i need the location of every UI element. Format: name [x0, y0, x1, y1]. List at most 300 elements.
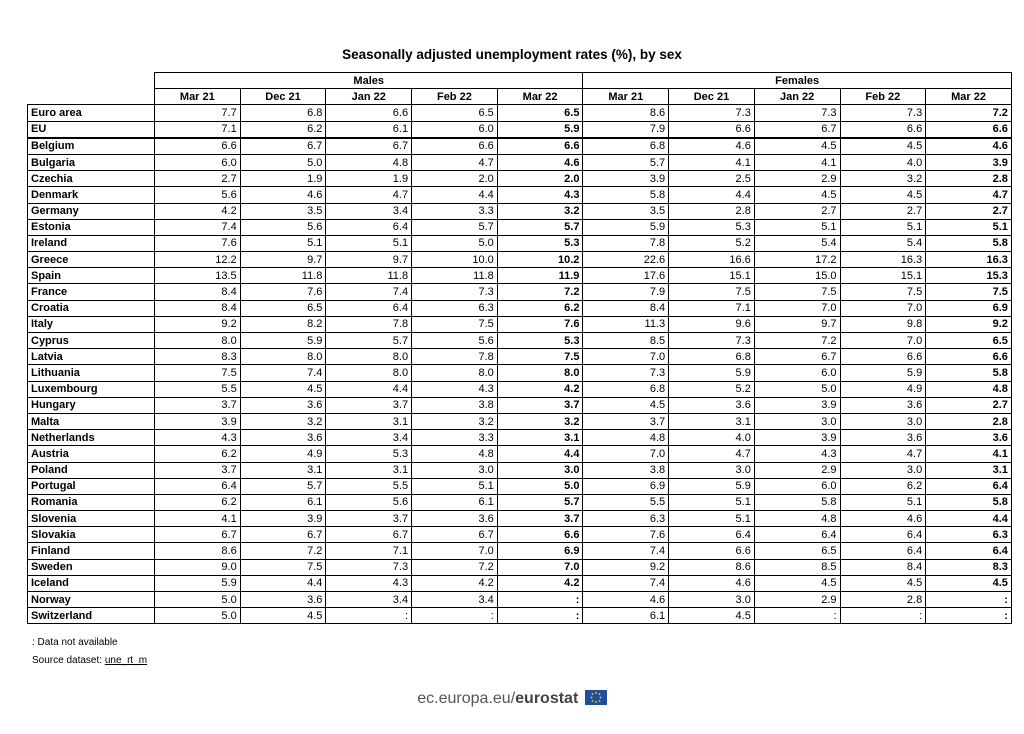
value-cell: 6.3: [926, 527, 1012, 543]
value-cell: 7.5: [240, 559, 326, 575]
value-cell: 3.6: [240, 397, 326, 413]
value-cell: 5.6: [240, 219, 326, 235]
month-header-males-2: Dec 21: [240, 89, 326, 105]
value-cell: 4.6: [840, 511, 926, 527]
table-row: [28, 219, 1012, 235]
value-cell: 2.8: [840, 592, 926, 608]
value-cell: 7.5: [926, 284, 1012, 300]
value-cell: 5.7: [412, 219, 498, 235]
value-cell: 4.6: [669, 138, 755, 155]
value-cell: 4.8: [583, 430, 669, 446]
value-cell: 7.5: [840, 284, 926, 300]
table-title: Seasonally adjusted unemployment rates (%), by sex: [342, 47, 682, 62]
country-cell: Austria: [28, 446, 155, 462]
value-cell: 4.7: [840, 446, 926, 462]
value-cell: 5.8: [926, 365, 1012, 381]
value-cell: 2.7: [926, 203, 1012, 219]
value-cell: 6.7: [326, 138, 412, 155]
month-header-females-2: Dec 21: [669, 89, 755, 105]
value-cell: 5.0: [412, 235, 498, 251]
country-cell: Cyprus: [28, 333, 155, 349]
value-cell: 7.0: [840, 300, 926, 316]
value-cell: 3.9: [583, 171, 669, 187]
value-cell: 6.8: [583, 381, 669, 397]
value-cell: 7.3: [754, 105, 840, 121]
value-cell: 4.0: [840, 154, 926, 170]
value-cell: 6.7: [412, 527, 498, 543]
country-cell: EU: [28, 121, 155, 138]
value-cell: 5.8: [754, 494, 840, 510]
country-cell: Iceland: [28, 575, 155, 591]
value-cell: 4.4: [240, 575, 326, 591]
value-cell: 3.3: [412, 203, 498, 219]
table-row: [28, 203, 1012, 219]
table-notes: [32, 634, 147, 670]
country-cell: Romania: [28, 494, 155, 510]
table-row: [28, 397, 1012, 413]
not-available-note: : Data not available: [32, 637, 118, 648]
value-cell: 5.8: [926, 494, 1012, 510]
value-cell: 6.6: [155, 138, 241, 155]
value-cell: 7.1: [326, 543, 412, 559]
country-cell: Luxembourg: [28, 381, 155, 397]
value-cell: 5.9: [583, 219, 669, 235]
value-cell: 6.4: [155, 478, 241, 494]
country-cell: Belgium: [28, 138, 155, 155]
month-header-row: [28, 89, 1012, 105]
value-cell: 6.2: [155, 494, 241, 510]
country-cell: Norway: [28, 592, 155, 608]
value-cell: 7.2: [754, 333, 840, 349]
value-cell: 9.6: [669, 316, 755, 332]
value-cell: 16.3: [926, 252, 1012, 268]
table-row: [28, 300, 1012, 316]
value-cell: 4.7: [669, 446, 755, 462]
value-cell: 6.6: [669, 121, 755, 138]
value-cell: 9.2: [583, 559, 669, 575]
value-cell: 5.7: [240, 478, 326, 494]
value-cell: 3.7: [583, 413, 669, 429]
value-cell: 4.1: [155, 511, 241, 527]
value-cell: 6.2: [497, 300, 583, 316]
value-cell: 15.0: [754, 268, 840, 284]
value-cell: 3.8: [583, 462, 669, 478]
value-cell: 4.5: [669, 608, 755, 624]
country-cell: Euro area: [28, 105, 155, 121]
value-cell: 6.0: [155, 154, 241, 170]
value-cell: 8.0: [412, 365, 498, 381]
value-cell: :: [497, 592, 583, 608]
month-header-females-5: Mar 22: [926, 89, 1012, 105]
table-row: [28, 413, 1012, 429]
country-cell: Latvia: [28, 349, 155, 365]
value-cell: 8.5: [754, 559, 840, 575]
value-cell: 2.8: [926, 413, 1012, 429]
value-cell: 9.7: [240, 252, 326, 268]
value-cell: 8.3: [155, 349, 241, 365]
value-cell: :: [840, 608, 926, 624]
value-cell: 3.6: [240, 430, 326, 446]
value-cell: 3.2: [497, 413, 583, 429]
value-cell: 4.2: [497, 381, 583, 397]
value-cell: 4.4: [669, 187, 755, 203]
value-cell: 2.8: [926, 171, 1012, 187]
value-cell: 3.6: [840, 430, 926, 446]
table-row: [28, 171, 1012, 187]
value-cell: 3.5: [240, 203, 326, 219]
value-cell: 8.4: [840, 559, 926, 575]
value-cell: 16.6: [669, 252, 755, 268]
value-cell: 4.6: [926, 138, 1012, 155]
value-cell: 2.8: [669, 203, 755, 219]
country-cell: France: [28, 284, 155, 300]
value-cell: 3.0: [840, 413, 926, 429]
value-cell: 4.3: [754, 446, 840, 462]
value-cell: 4.5: [240, 381, 326, 397]
value-cell: 5.0: [754, 381, 840, 397]
value-cell: 5.6: [412, 333, 498, 349]
group-header-row: [28, 73, 1012, 89]
value-cell: 6.4: [326, 219, 412, 235]
month-header-males-1: Mar 21: [155, 89, 241, 105]
value-cell: 6.0: [412, 121, 498, 138]
country-cell: Germany: [28, 203, 155, 219]
value-cell: 4.3: [412, 381, 498, 397]
eurostat-footer: [0, 690, 1024, 708]
month-header-males-5: Mar 22: [497, 89, 583, 105]
value-cell: 5.9: [240, 333, 326, 349]
table-row: [28, 527, 1012, 543]
value-cell: 3.0: [840, 462, 926, 478]
value-cell: 6.2: [840, 478, 926, 494]
value-cell: 6.6: [840, 121, 926, 138]
country-cell: Lithuania: [28, 365, 155, 381]
value-cell: 4.3: [155, 430, 241, 446]
value-cell: 7.5: [754, 284, 840, 300]
value-cell: 7.2: [412, 559, 498, 575]
value-cell: 2.7: [754, 203, 840, 219]
value-cell: 4.7: [326, 187, 412, 203]
value-cell: 3.0: [412, 462, 498, 478]
value-cell: 5.1: [840, 219, 926, 235]
value-cell: 3.2: [497, 203, 583, 219]
country-cell: Hungary: [28, 397, 155, 413]
value-cell: 6.3: [412, 300, 498, 316]
value-cell: 6.5: [412, 105, 498, 121]
table-row: [28, 333, 1012, 349]
value-cell: 6.0: [754, 478, 840, 494]
value-cell: 7.3: [840, 105, 926, 121]
source-line: [32, 652, 147, 670]
value-cell: 3.5: [583, 203, 669, 219]
value-cell: 11.3: [583, 316, 669, 332]
value-cell: 6.6: [840, 349, 926, 365]
value-cell: 8.0: [155, 333, 241, 349]
value-cell: 6.5: [754, 543, 840, 559]
value-cell: 3.9: [754, 397, 840, 413]
value-cell: 3.7: [155, 397, 241, 413]
value-cell: 7.3: [412, 284, 498, 300]
value-cell: 6.9: [583, 478, 669, 494]
value-cell: 7.5: [497, 349, 583, 365]
country-cell: Malta: [28, 413, 155, 429]
value-cell: 4.4: [412, 187, 498, 203]
value-cell: 5.1: [240, 235, 326, 251]
table-row: [28, 446, 1012, 462]
value-cell: 5.6: [155, 187, 241, 203]
value-cell: 4.1: [669, 154, 755, 170]
country-cell: Finland: [28, 543, 155, 559]
value-cell: 6.2: [155, 446, 241, 462]
country-cell: Croatia: [28, 300, 155, 316]
value-cell: 5.5: [326, 478, 412, 494]
value-cell: 7.5: [155, 365, 241, 381]
value-cell: 6.8: [240, 105, 326, 121]
value-cell: 1.9: [326, 171, 412, 187]
value-cell: 6.1: [326, 121, 412, 138]
value-cell: 3.7: [497, 511, 583, 527]
value-cell: 7.0: [583, 446, 669, 462]
value-cell: 2.9: [754, 592, 840, 608]
value-cell: 5.9: [497, 121, 583, 138]
value-cell: 7.8: [412, 349, 498, 365]
value-cell: 11.8: [326, 268, 412, 284]
value-cell: 6.7: [240, 527, 326, 543]
table-row: [28, 105, 1012, 121]
value-cell: 16.3: [840, 252, 926, 268]
value-cell: 15.1: [840, 268, 926, 284]
value-cell: 3.2: [240, 413, 326, 429]
value-cell: 6.6: [926, 349, 1012, 365]
value-cell: 4.8: [326, 154, 412, 170]
value-cell: 5.3: [497, 235, 583, 251]
value-cell: 15.1: [669, 268, 755, 284]
value-cell: 5.1: [754, 219, 840, 235]
value-cell: 4.9: [840, 381, 926, 397]
table-row: [28, 608, 1012, 624]
value-cell: 7.5: [412, 316, 498, 332]
value-cell: 7.7: [155, 105, 241, 121]
value-cell: 8.4: [155, 300, 241, 316]
females-group-header: Females: [583, 73, 1011, 89]
value-cell: 7.6: [497, 316, 583, 332]
value-cell: 6.4: [926, 478, 1012, 494]
value-cell: 6.8: [583, 138, 669, 155]
value-cell: 4.6: [669, 575, 755, 591]
country-cell: Spain: [28, 268, 155, 284]
table-row: [28, 154, 1012, 170]
value-cell: 5.1: [412, 478, 498, 494]
country-cell: Poland: [28, 462, 155, 478]
source-dataset-link[interactable]: une_rt_m: [104, 655, 148, 666]
value-cell: 2.7: [155, 171, 241, 187]
country-cell: Bulgaria: [28, 154, 155, 170]
value-cell: 8.2: [240, 316, 326, 332]
value-cell: 4.5: [840, 575, 926, 591]
value-cell: 5.5: [155, 381, 241, 397]
value-cell: 4.2: [155, 203, 241, 219]
value-cell: 7.3: [326, 559, 412, 575]
value-cell: 5.7: [326, 333, 412, 349]
table-row: [28, 592, 1012, 608]
value-cell: 3.0: [754, 413, 840, 429]
value-cell: :: [926, 608, 1012, 624]
value-cell: 7.8: [326, 316, 412, 332]
country-cell: Sweden: [28, 559, 155, 575]
value-cell: 6.4: [669, 527, 755, 543]
value-cell: 3.6: [926, 430, 1012, 446]
footer-domain: ec.europa.eu/: [417, 690, 516, 707]
value-cell: 5.9: [840, 365, 926, 381]
value-cell: 9.7: [754, 316, 840, 332]
value-cell: 3.7: [497, 397, 583, 413]
value-cell: 7.0: [754, 300, 840, 316]
value-cell: 5.1: [840, 494, 926, 510]
country-cell: Netherlands: [28, 430, 155, 446]
value-cell: 5.2: [669, 381, 755, 397]
value-cell: 7.2: [926, 105, 1012, 121]
value-cell: 5.0: [497, 478, 583, 494]
value-cell: :: [754, 608, 840, 624]
value-cell: 7.0: [840, 333, 926, 349]
value-cell: 5.1: [669, 511, 755, 527]
value-cell: 3.1: [669, 413, 755, 429]
table-row: [28, 559, 1012, 575]
value-cell: 5.3: [669, 219, 755, 235]
value-cell: 5.8: [926, 235, 1012, 251]
value-cell: 6.6: [326, 105, 412, 121]
value-cell: 4.1: [754, 154, 840, 170]
value-cell: 3.0: [497, 462, 583, 478]
value-cell: 4.5: [926, 575, 1012, 591]
value-cell: 5.5: [583, 494, 669, 510]
value-cell: 6.5: [926, 333, 1012, 349]
country-cell: Greece: [28, 252, 155, 268]
value-cell: 3.0: [669, 592, 755, 608]
value-cell: 6.5: [240, 300, 326, 316]
value-cell: 17.2: [754, 252, 840, 268]
value-cell: 8.6: [155, 543, 241, 559]
value-cell: 8.0: [497, 365, 583, 381]
country-cell: Estonia: [28, 219, 155, 235]
value-cell: 5.6: [326, 494, 412, 510]
value-cell: 6.9: [497, 543, 583, 559]
value-cell: 15.3: [926, 268, 1012, 284]
value-cell: 3.9: [754, 430, 840, 446]
value-cell: 9.2: [926, 316, 1012, 332]
value-cell: 6.4: [926, 543, 1012, 559]
value-cell: 5.1: [926, 219, 1012, 235]
table-row: [28, 138, 1012, 155]
value-cell: 6.9: [926, 300, 1012, 316]
value-cell: 3.6: [412, 511, 498, 527]
value-cell: 7.4: [583, 575, 669, 591]
value-cell: 7.6: [240, 284, 326, 300]
value-cell: 2.7: [840, 203, 926, 219]
country-cell: Switzerland: [28, 608, 155, 624]
value-cell: 6.6: [497, 527, 583, 543]
value-cell: 7.6: [155, 235, 241, 251]
value-cell: 7.3: [669, 333, 755, 349]
month-header-females-1: Mar 21: [583, 89, 669, 105]
value-cell: 4.5: [583, 397, 669, 413]
value-cell: 3.7: [155, 462, 241, 478]
value-cell: 22.6: [583, 252, 669, 268]
value-cell: 8.4: [155, 284, 241, 300]
value-cell: 7.0: [412, 543, 498, 559]
value-cell: 5.9: [155, 575, 241, 591]
value-cell: 11.9: [497, 268, 583, 284]
value-cell: 3.8: [412, 397, 498, 413]
value-cell: 5.4: [840, 235, 926, 251]
value-cell: 4.4: [926, 511, 1012, 527]
value-cell: 6.4: [840, 527, 926, 543]
value-cell: 3.1: [326, 462, 412, 478]
value-cell: 3.4: [326, 592, 412, 608]
country-cell: Slovenia: [28, 511, 155, 527]
value-cell: 6.6: [412, 138, 498, 155]
value-cell: 3.6: [669, 397, 755, 413]
table-row: [28, 430, 1012, 446]
value-cell: 8.3: [926, 559, 1012, 575]
value-cell: 5.9: [669, 478, 755, 494]
value-cell: 7.4: [155, 219, 241, 235]
value-cell: 5.0: [155, 608, 241, 624]
value-cell: 7.0: [583, 349, 669, 365]
value-cell: 7.5: [669, 284, 755, 300]
value-cell: 3.2: [840, 171, 926, 187]
value-cell: 13.5: [155, 268, 241, 284]
unemployment-table: [27, 72, 1012, 624]
month-header-males-4: Feb 22: [412, 89, 498, 105]
value-cell: 6.7: [155, 527, 241, 543]
table-row: [28, 543, 1012, 559]
month-header-males-3: Jan 22: [326, 89, 412, 105]
value-cell: 6.4: [754, 527, 840, 543]
value-cell: 8.0: [326, 365, 412, 381]
value-cell: 3.1: [926, 462, 1012, 478]
table-row: [28, 462, 1012, 478]
value-cell: 8.4: [583, 300, 669, 316]
value-cell: 4.5: [840, 138, 926, 155]
month-header-females-3: Jan 22: [754, 89, 840, 105]
value-cell: 7.3: [583, 365, 669, 381]
value-cell: 2.7: [926, 397, 1012, 413]
value-cell: 2.0: [412, 171, 498, 187]
value-cell: 5.3: [326, 446, 412, 462]
table-row: [28, 511, 1012, 527]
value-cell: :: [926, 592, 1012, 608]
value-cell: 7.2: [240, 543, 326, 559]
value-cell: 9.8: [840, 316, 926, 332]
table-row: [28, 284, 1012, 300]
value-cell: 3.6: [240, 592, 326, 608]
value-cell: 3.1: [240, 462, 326, 478]
value-cell: 5.7: [497, 219, 583, 235]
value-cell: 1.9: [240, 171, 326, 187]
value-cell: 3.2: [412, 413, 498, 429]
value-cell: 9.0: [155, 559, 241, 575]
value-cell: 4.6: [497, 154, 583, 170]
value-cell: 4.5: [840, 187, 926, 203]
value-cell: 4.8: [754, 511, 840, 527]
value-cell: :: [326, 608, 412, 624]
value-cell: 6.2: [240, 121, 326, 138]
value-cell: 12.2: [155, 252, 241, 268]
value-cell: :: [497, 608, 583, 624]
table-row: [28, 121, 1012, 138]
value-cell: 3.4: [412, 592, 498, 608]
